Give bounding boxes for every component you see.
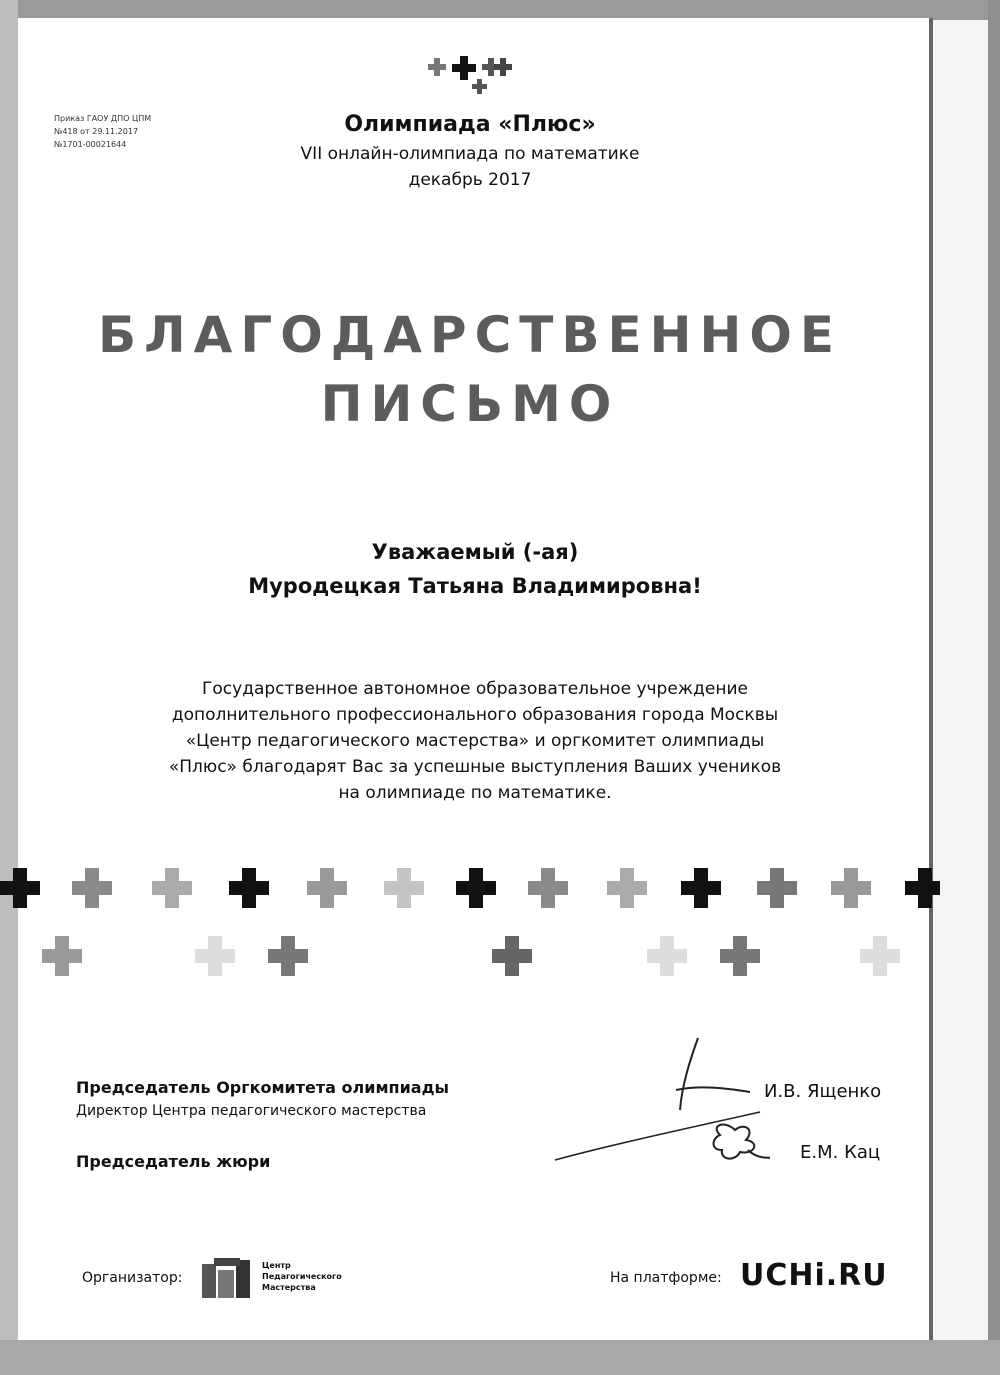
uchi-logo: UCHi.RU [740,1258,888,1293]
light-plus-icon [860,936,900,976]
gray-plus-icon [152,868,192,908]
organizer-name-line-1: Центр [262,1261,291,1270]
scan-edge-left [0,0,18,1375]
decorative-plus-pattern [0,858,940,988]
scan-edge-top [0,0,1000,20]
olympiad-date: декабрь 2017 [408,170,532,190]
chair-subtitle: Директор Центра педагогического мастерства [76,1103,427,1119]
gray-plus-icon [72,868,112,908]
light-plus-icon [647,936,687,976]
dark-plus-icon [229,868,269,908]
gray-plus-icon [831,868,871,908]
salutation: Уважаемый (-ая) [371,540,579,564]
olympiad-title: Олимпиада «Плюс» [344,112,596,137]
olympiad-subtitle: VII онлайн-олимпиада по математике [300,144,640,164]
dark-plus-icon [681,868,721,908]
gray-plus-icon [528,868,568,908]
plus-pattern-row-2 [42,936,900,976]
plus-olympiad-logo-icon [420,50,520,105]
plus-pattern-row-1 [0,868,940,908]
order-line-1: Приказ ГАОУ ДПО ЦПМ [54,114,152,123]
dark-plus-icon [905,868,940,908]
organizer-name-line-3: Мастерства [262,1283,316,1292]
gray-plus-icon [757,868,797,908]
gray-plus-icon [720,936,760,976]
chair-name: И.В. Ященко [764,1081,882,1102]
order-line-2: №418 от 29.11.2017 [54,127,139,136]
jury-chair-title: Председатель жюри [76,1152,271,1171]
organizer-label: Организатор: [82,1270,183,1286]
document-title-line-2: ПИСЬМО [320,375,620,433]
organizer-name [262,1260,342,1293]
dark-plus-icon [456,868,496,908]
gray-plus-icon [268,936,308,976]
document-title-line-1: БЛАГОДАРСТВЕННОЕ [98,306,842,364]
gray-plus-icon [307,868,347,908]
dark-plus-icon [0,868,40,908]
platform-label: На платформе: [610,1270,722,1286]
jury-chair-name: Е.М. Кац [800,1142,881,1163]
order-line-3: №1701-00021644 [54,140,127,149]
light-plus-icon [195,936,235,976]
scan-edge-right [988,0,1000,1375]
gray-plus-icon [607,868,647,908]
light-plus-icon [384,868,424,908]
organizer-name-line-2: Педагогического [262,1272,342,1281]
handwritten-signatures [550,1030,770,1180]
recipient-name: Муродецкая Татьяна Владимировна! [248,574,702,598]
letter-body: Государственное автономное образовательное учреждение дополнительного профессионального образования города Москвы «Центр педагогического мастерства» и оргкомитет олимпиады «Плюс» благодарят Вас за успешные выступления Ваших учеников на олимпиаде по математике. [168,679,782,803]
chair-title: Председатель Оргкомитета олимпиады [76,1078,449,1097]
cpm-logo-icon [200,1256,252,1302]
scan-edge-bottom [0,1340,1000,1375]
gray-plus-icon [42,936,82,976]
gray-plus-icon [492,936,532,976]
